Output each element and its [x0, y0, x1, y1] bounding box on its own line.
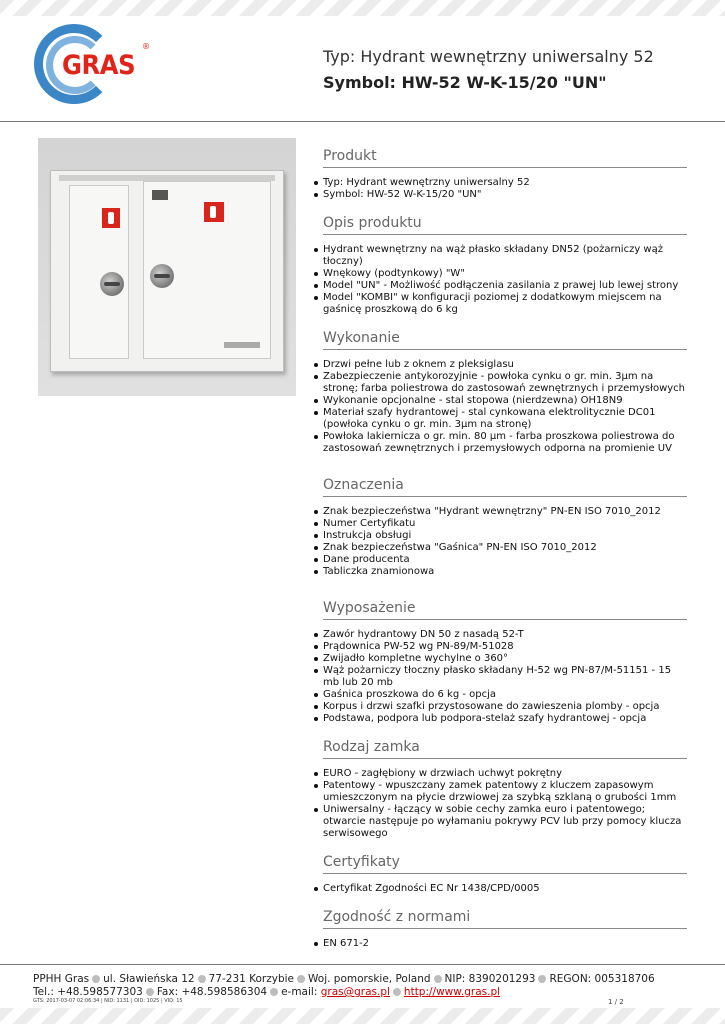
section-title: Zgodność z normami	[323, 909, 687, 929]
section-title: Rodzaj zamka	[323, 739, 687, 759]
section-title: Produkt	[323, 148, 687, 168]
section-title: Oznaczenia	[323, 477, 687, 497]
footer-website-link[interactable]: http://www.gras.pl	[403, 986, 501, 998]
door-lock-knob-icon	[100, 272, 124, 296]
separator-dot-icon	[146, 988, 154, 996]
list-item: Materiał szafy hydrantowej - stal cynkowana elektrolitycznie DC01 (powłoka cynku o gr. min. 3µm na stronę)	[323, 407, 687, 431]
section-title: Certyfikaty	[323, 854, 687, 874]
footer-nip: NIP: 8390201293	[444, 973, 536, 985]
list-item: Zabezpieczenie antykorozyjnie - powłoka cynku o gr. min. 3µm na stronę; farba poliestrowa do zastosowań zewnętrznych i przemysłowych	[323, 371, 686, 394]
separator-dot-icon	[434, 975, 442, 983]
cabinet-badge	[152, 190, 168, 200]
list-item: EURO - zagłębiony w drzwiach uchwyt pokrętny	[323, 768, 687, 780]
list-item: Gaśnica proszkowa do 6 kg - opcja	[323, 689, 687, 701]
product-content	[323, 148, 687, 950]
extinguisher-sign-icon	[102, 208, 120, 228]
section-list	[323, 938, 687, 950]
list-item: Symbol: HW-52 W-K-15/20 "UN"	[323, 189, 687, 201]
section	[323, 854, 687, 895]
list-item: Wykonanie opcjonalne - stal stopowa (nierdzewna) OH18N9	[323, 395, 687, 407]
cabinet-door-left	[69, 185, 129, 359]
footer-street: ul. Sławieńska 12	[103, 973, 195, 985]
section	[323, 330, 687, 455]
footer-regon: REGON: 005318706	[549, 973, 655, 985]
separator-dot-icon	[270, 988, 278, 996]
section-list	[323, 768, 687, 840]
product-symbol-title: Symbol: HW-52 W-K-15/20 "UN"	[323, 73, 607, 92]
cabinet-nameplate	[224, 342, 260, 348]
section-list	[323, 359, 687, 455]
list-item: Model "KOMBI" w konfiguracji poziomej z dodatkowym miejscem na gaśnicę proszkową do 6 kg	[323, 292, 687, 316]
list-item: Zwijadło kompletne wychylne o 360°	[323, 653, 687, 665]
separator-dot-icon	[198, 975, 206, 983]
list-item: Korpus i drzwi szafki przystosowane do zawieszenia plomby - opcja	[323, 701, 687, 713]
list-item: EN 671-2	[323, 938, 687, 950]
list-item: Powłoka lakiernicza o gr. min. 80 µm - farba proszkowa poliestrowa do zastosowań zewnętrznych i przemysłowych odporna na promienie UV	[323, 431, 687, 455]
section-list	[323, 177, 687, 201]
footer-city: 77-231 Korzybie	[208, 973, 295, 985]
list-item: Znak bezpieczeństwa "Gaśnica" PN-EN ISO 7010_2012	[323, 542, 687, 554]
section-list	[323, 506, 687, 578]
section-list	[323, 629, 687, 725]
footer-divider	[0, 964, 725, 965]
section	[323, 739, 687, 840]
list-item: Uniwersalny - łączący w sobie cechy zamka euro i patentowego; otwarcie następuje po wyłamaniu pokrywy PCV lub przy pomocy klucza serwisowego	[323, 804, 687, 840]
list-item: Znak bezpieczeństwa "Hydrant wewnętrzny" PN-EN ISO 7010_2012	[323, 506, 687, 518]
list-item: Patentowy - wpuszczany zamek patentowy z kluczem zapasowym umieszczonym na płycie drzwiowej za szybką szklaną o grubości 1mm	[323, 780, 687, 804]
separator-dot-icon	[393, 988, 401, 996]
section-title: Opis produktu	[323, 215, 687, 235]
list-item: Hydrant wewnętrzny na wąż płasko składany DN52 (pożarniczy wąż tłoczny)	[323, 244, 687, 268]
footer-company: PPHH Gras	[33, 973, 90, 985]
door-lock-knob-icon	[150, 264, 174, 288]
footer-address-line	[33, 973, 655, 985]
list-item: Dane producenta	[323, 554, 687, 566]
separator-dot-icon	[297, 975, 305, 983]
cabinet-frame	[50, 170, 284, 372]
list-item: Numer Certyfikatu	[323, 518, 687, 530]
gras-logo	[34, 24, 154, 114]
footer-contact-line	[33, 986, 500, 998]
cabinet-door-right	[143, 181, 271, 359]
list-item: Tabliczka znamionowa	[323, 566, 687, 578]
list-item: Podstawa, podpora lub podpora-stelaż szafy hydrantowej - opcja	[323, 713, 687, 725]
section-list	[323, 883, 687, 895]
list-item: Model "UN" - Możliwość podłączenia zasilania z prawej lub lewej strony	[323, 280, 687, 292]
separator-dot-icon	[92, 975, 100, 983]
list-item: Drzwi pełne lub z oknem z pleksiglasu	[323, 359, 687, 371]
section-title: Wyposażenie	[323, 600, 687, 620]
logo-wordmark: GRAS	[62, 50, 136, 81]
product-photo	[38, 138, 296, 396]
footer-tel: Tel.: +48.598577303	[33, 986, 143, 998]
footer-email-label: e-mail:	[281, 986, 318, 998]
section	[323, 148, 687, 201]
list-item: Prądownica PW-52 wg PN-89/M-51028	[323, 641, 687, 653]
separator-dot-icon	[538, 975, 546, 983]
bottom-stripe-decoration	[0, 1008, 725, 1024]
header-divider	[0, 121, 725, 122]
footer-region: Woj. pomorskie, Poland	[308, 973, 431, 985]
product-type-title: Typ: Hydrant wewnętrzny uniwersalny 52	[323, 47, 654, 66]
footer-meta: GTS: 2017-03-07 02:06:34 | NID: 1131 | OID: 1025 | VID: 15	[33, 998, 183, 1004]
footer-fax: Fax: +48.598586304	[156, 986, 268, 998]
section	[323, 215, 687, 316]
top-stripe-decoration	[0, 0, 725, 16]
list-item: Zawór hydrantowy DN 50 z nasadą 52-T	[323, 629, 687, 641]
list-item: Wąż pożarniczy tłoczny płasko składany H-52 wg PN-87/M-51151 - 15 mb lub 20 mb	[323, 665, 687, 689]
list-item: Typ: Hydrant wewnętrzny uniwersalny 52	[323, 177, 687, 189]
page-number: 1 / 2	[608, 998, 624, 1006]
section	[323, 909, 687, 950]
list-item: Certyfikat Zgodności EC Nr 1438/CPD/0005	[323, 883, 687, 895]
footer-email-link[interactable]: gras@gras.pl	[320, 986, 390, 998]
section	[323, 477, 687, 578]
hydrant-sign-icon	[204, 202, 224, 222]
list-item: Wnękowy (podtynkowy) "W"	[323, 268, 687, 280]
logo-registered-mark: ®	[142, 42, 150, 51]
section-list	[323, 244, 687, 316]
list-item: Instrukcja obsługi	[323, 530, 687, 542]
section	[323, 600, 687, 725]
section-title: Wykonanie	[323, 330, 687, 350]
